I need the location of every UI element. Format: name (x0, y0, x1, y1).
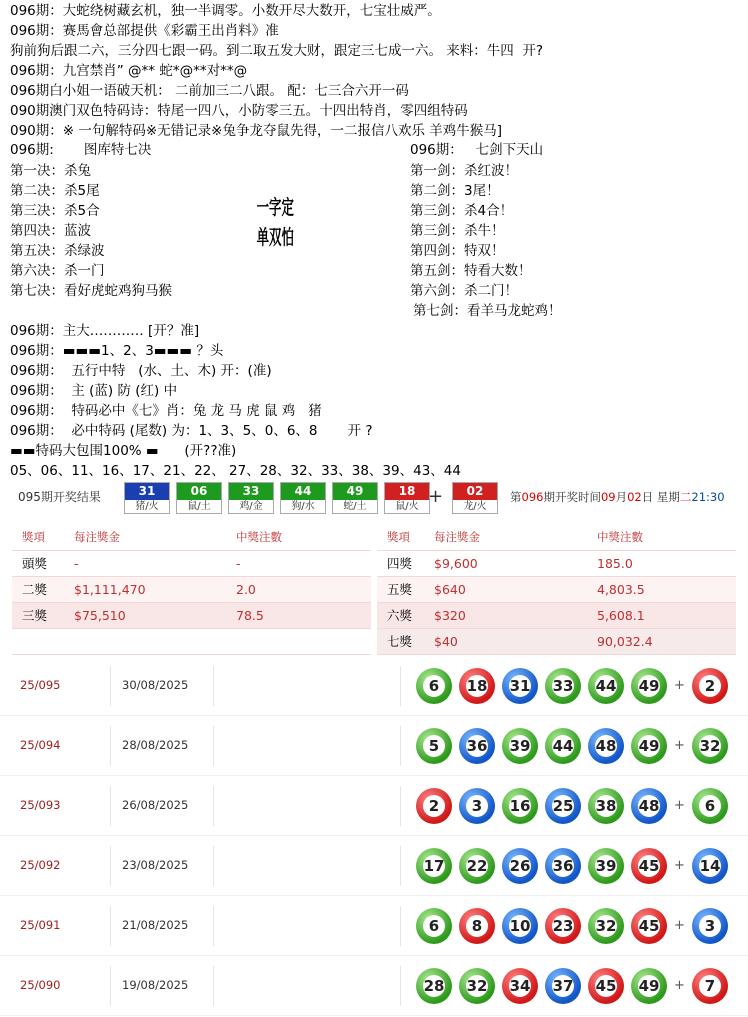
history-ball (416, 848, 452, 884)
history-ball (545, 848, 581, 884)
table-row (12, 602, 736, 628)
prize-name: 五獎 (374, 576, 424, 602)
ball-number: 26 (509, 857, 531, 875)
left-item: 第三决：杀5合 (10, 203, 100, 219)
header-cell: 中獎注數 (587, 524, 736, 550)
ball-number: 3 (699, 915, 721, 937)
prize-amount: $40 (424, 628, 587, 654)
right-item: 第三剑：杀牛！ (410, 223, 505, 239)
ball-number: 32 (466, 977, 488, 995)
header-cell: 每注獎金 (424, 524, 587, 550)
ball-number: 32 (699, 737, 721, 755)
ball-number: 39 (509, 737, 531, 755)
text-line: 096期：赛馬會总部提供《彩霸王出肖料》准 (10, 23, 279, 39)
draw-date: 21/08/2025 (122, 918, 189, 932)
text-line: 096期白小姐一语破天机： 二前加三二八跟。 配：七三合六开一码 (10, 83, 409, 99)
ball-number: 2 (423, 795, 445, 817)
history-ball (588, 848, 624, 884)
ball-number: 16 (509, 797, 531, 815)
header-cell: 每注獎金 (64, 524, 226, 550)
text-line: 090期澳门双色特码诗：特尾一四八，小防零三五。十四出特肖，零四组特码 (10, 103, 468, 119)
prize-amount: $1,111,470 (64, 576, 226, 602)
ball-number: 37 (552, 977, 574, 995)
plus-sign: + (674, 858, 685, 873)
ball-number: 06 (177, 483, 221, 500)
next-m: 月 (615, 490, 628, 504)
ball-number: 7 (699, 975, 721, 997)
ball-number: 38 (595, 797, 617, 815)
draw-date: 28/08/2025 (122, 738, 189, 752)
plus-sign: + (428, 486, 444, 507)
next-issue: 096 (521, 490, 544, 504)
history-ball (502, 788, 538, 824)
prize-amount: $9,600 (424, 550, 587, 576)
ball-number: 36 (466, 737, 488, 755)
ball-zodiac: 猪/火 (135, 501, 159, 512)
right-item: 第五剑：特看大数！ (410, 263, 532, 279)
ball-number: 48 (638, 797, 660, 815)
ball-number: 44 (552, 737, 574, 755)
special-ball (452, 482, 498, 514)
prize-name (12, 628, 64, 654)
history-ball (631, 848, 667, 884)
ball-number: 34 (509, 977, 531, 995)
ball-number: 49 (638, 737, 660, 755)
draw-date: 19/08/2025 (122, 978, 189, 992)
ball-number: 28 (423, 977, 445, 995)
draw-id: 25/095 (20, 678, 61, 692)
history-row (0, 956, 748, 1016)
left-item: 第四决：蓝波 (10, 223, 91, 239)
prize-name: 二獎 (12, 576, 64, 602)
prize-count: 5,608.1 (587, 602, 736, 628)
history-ball (502, 968, 538, 1004)
ball-number: 31 (509, 677, 531, 695)
right-item: 第七剑：看羊马龙蛇鸡！ (413, 303, 562, 319)
history-special-ball (692, 788, 728, 824)
ball-number: 44 (281, 483, 325, 500)
left-item: 第五决：杀绿波 (10, 243, 105, 259)
draw-date: 26/08/2025 (122, 798, 189, 812)
number-list: 05、06、11、16、17、21、22、 27、28、32、33、38、39、43、44 (10, 463, 461, 479)
history-ball (545, 728, 581, 764)
ball-number: 45 (595, 977, 617, 995)
history-ball (502, 728, 538, 764)
prize-name: 四獎 (374, 550, 424, 576)
history-list (0, 656, 748, 1016)
history-row (0, 716, 748, 776)
text-line: 096期： 必中特码 (尾数) 为：1、3、5、0、6、8 开 ? (10, 423, 373, 439)
table-row (12, 550, 736, 576)
ball-number: 18 (385, 483, 429, 500)
plus-sign: + (674, 918, 685, 933)
ball-zodiac: 鸡/金 (239, 501, 263, 512)
ball-number: 44 (595, 677, 617, 695)
ball-number: 32 (595, 917, 617, 935)
ball-number: 8 (466, 915, 488, 937)
prize-amount: $75,510 (64, 602, 226, 628)
history-row (0, 836, 748, 896)
table-row (12, 576, 736, 602)
history-ball (631, 968, 667, 1004)
ball-number: 5 (423, 735, 445, 757)
history-ball (588, 728, 624, 764)
right-item: 第六剑：杀二门！ (410, 283, 518, 299)
right-item: 第四剑：特双！ (410, 243, 505, 259)
ball-number: 25 (552, 797, 574, 815)
next-month: 09 (600, 490, 616, 504)
plus-sign: + (674, 798, 685, 813)
ball-number: 18 (466, 677, 488, 695)
next-mid: 期开奖时间 (543, 490, 601, 504)
ball-number: 33 (552, 677, 574, 695)
prize-name: 頭獎 (12, 550, 64, 576)
history-special-ball (692, 908, 728, 944)
history-ball (416, 788, 452, 824)
right-block-title: 096期： 七剑下天山 (410, 142, 544, 158)
header-cell: 中獎注數 (226, 524, 374, 550)
result-ball (228, 482, 274, 514)
ball-zodiac: 狗/水 (291, 501, 315, 512)
history-ball (545, 788, 581, 824)
history-ball (631, 668, 667, 704)
ball-number: 23 (552, 917, 574, 935)
text-line: 狗前狗后跟二六，三分四七跟一码。到二取五发大财，跟定三七成一六。 来料：牛四 开? (10, 43, 544, 59)
ball-zodiac: 鼠/土 (187, 501, 211, 512)
history-ball (416, 968, 452, 1004)
ball-number: 49 (333, 483, 377, 500)
result-bar (0, 480, 748, 516)
ball-number: 48 (595, 737, 617, 755)
ball-number: 22 (466, 857, 488, 875)
text-line: 096期：主大………… [开？准] (10, 323, 200, 339)
ball-zodiac: 蛇/土 (343, 501, 367, 512)
next-day: 02 (627, 490, 642, 504)
history-row (0, 656, 748, 716)
history-ball (502, 908, 538, 944)
text-line: 096期： 主 (蓝) 防 (红) 中 (10, 383, 178, 399)
ball-number: 45 (638, 917, 660, 935)
result-ball (124, 482, 170, 514)
next-draw-time (510, 489, 725, 505)
ball-number: 6 (423, 675, 445, 697)
ball-number: 31 (125, 483, 169, 500)
history-ball (631, 728, 667, 764)
prize-name: 六獎 (374, 602, 424, 628)
history-special-ball (692, 728, 728, 764)
prize-table (12, 524, 736, 655)
history-special-ball (692, 848, 728, 884)
prize-count: 185.0 (587, 550, 736, 576)
draw-date: 23/08/2025 (122, 858, 189, 872)
history-ball (416, 908, 452, 944)
history-special-ball (692, 968, 728, 1004)
text-line: 096期：九宫禁肖” @** 蛇*@**对**@ (10, 63, 248, 79)
history-ball (545, 968, 581, 1004)
table-row (12, 628, 736, 654)
draw-id: 25/090 (20, 978, 61, 992)
left-item: 第七决：看好虎蛇鸡狗马猴 (10, 283, 172, 299)
history-ball (416, 728, 452, 764)
plus-sign: + (674, 738, 685, 753)
text-line: 096期：▬▬▬1、2、3▬▬▬ ？头 (10, 343, 224, 359)
draw-id: 25/094 (20, 738, 61, 752)
right-item: 第一剑：杀红波！ (410, 163, 518, 179)
prize-amount: $320 (424, 602, 587, 628)
draw-date: 30/08/2025 (122, 678, 189, 692)
history-ball (588, 968, 624, 1004)
result-label: 095期开奖结果 (18, 490, 101, 504)
result-ball (332, 482, 378, 514)
ball-number: 6 (423, 915, 445, 937)
right-item: 第二剑：3尾！ (410, 183, 500, 199)
result-ball (280, 482, 326, 514)
history-ball (416, 668, 452, 704)
prize-count: 4,803.5 (587, 576, 736, 602)
result-ball (176, 482, 222, 514)
history-ball (588, 668, 624, 704)
left-item: 第一决：杀兔 (10, 163, 91, 179)
next-week: 二 (679, 490, 692, 504)
history-row (0, 896, 748, 956)
ball-number: 6 (699, 795, 721, 817)
history-ball (588, 908, 624, 944)
ball-number: 14 (699, 857, 721, 875)
prize-count: 78.5 (226, 602, 374, 628)
left-item: 第六决：杀一门 (10, 263, 105, 279)
headline-text: 一字定单双怕 (256, 195, 294, 249)
history-row (0, 776, 748, 836)
prize-count: - (226, 550, 374, 576)
history-ball (459, 788, 495, 824)
history-ball (459, 908, 495, 944)
plus-sign: + (674, 978, 685, 993)
plus-sign: + (674, 678, 685, 693)
ball-zodiac: 鼠/火 (395, 501, 419, 512)
prize-name: 三獎 (12, 602, 64, 628)
ball-number: 49 (638, 977, 660, 995)
ball-number: 49 (638, 677, 660, 695)
left-block-title: 096期: 图库特七决 (10, 142, 152, 158)
header-cell: 獎項 (374, 524, 424, 550)
right-item: 第三剑：杀4合！ (410, 203, 514, 219)
header-cell: 獎項 (12, 524, 64, 550)
ball-number: 3 (466, 795, 488, 817)
text-line: 090期：※ 一句解特码※无错记录※兔争龙夺鼠先得，一二报信八欢乐 羊鸡牛猴马] (10, 123, 503, 139)
text-line: ▬▬特码大包围100% ▬ (开??准) (10, 443, 237, 459)
text-line: 096期： 特码必中《七》肖：兔 龙 马 虎 鼠 鸡 猪 (10, 403, 322, 419)
history-ball (502, 668, 538, 704)
ball-number: 39 (595, 857, 617, 875)
left-item: 第二决：杀5尾 (10, 183, 100, 199)
prize-count (226, 628, 374, 654)
prize-amount: $640 (424, 576, 587, 602)
draw-id: 25/093 (20, 798, 61, 812)
draw-id: 25/091 (20, 918, 61, 932)
result-ball (384, 482, 430, 514)
ball-number: 10 (509, 917, 531, 935)
ball-number: 17 (423, 857, 445, 875)
draw-id: 25/092 (20, 858, 61, 872)
ball-number: 36 (552, 857, 574, 875)
history-ball (502, 848, 538, 884)
history-ball (588, 788, 624, 824)
prize-amount (64, 628, 226, 654)
history-special-ball (692, 668, 728, 704)
next-d: 日 星期 (641, 490, 680, 504)
prize-count: 2.0 (226, 576, 374, 602)
next-time: 21:30 (691, 490, 725, 504)
prize-amount: - (64, 550, 226, 576)
text-line: 096期： 五行中特 (水、土、木) 开：(准) (10, 363, 272, 379)
next-prefix: 第 (510, 490, 522, 504)
table-header-row (12, 524, 736, 550)
ball-number: 2 (699, 675, 721, 697)
history-ball (545, 908, 581, 944)
history-ball (459, 668, 495, 704)
history-ball (459, 968, 495, 1004)
history-ball (459, 848, 495, 884)
history-ball (545, 668, 581, 704)
history-ball (459, 728, 495, 764)
history-ball (631, 788, 667, 824)
history-ball (631, 908, 667, 944)
prize-name: 七獎 (374, 628, 424, 654)
ball-number: 45 (638, 857, 660, 875)
text-line: 096期：大蛇绕树藏玄机，独一半调零。小数开尽大数开，七宝壮威严。 (10, 3, 441, 19)
ball-zodiac: 龙/火 (463, 501, 487, 512)
ball-number: 02 (453, 483, 497, 500)
prize-count: 90,032.4 (587, 628, 736, 654)
ball-number: 33 (229, 483, 273, 500)
